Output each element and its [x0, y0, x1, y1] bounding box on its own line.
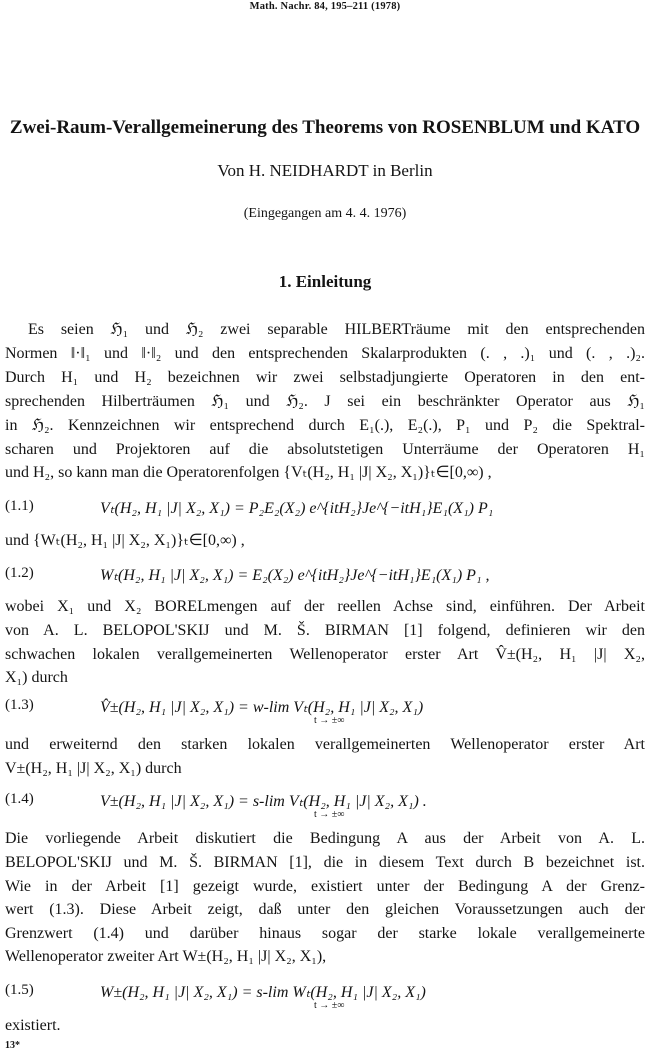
paragraph-line: und erweiternd den starken lokalen verallgemeinerten Wellenoperator erster Art	[5, 736, 645, 753]
received-date: (Eingegangen am 4. 4. 1976)	[243, 206, 407, 221]
paragraph-line: Wie in der Arbeit [1] gezeigt wurde, existiert unter der Bedingung A der Grenz-	[5, 878, 645, 895]
paragraph-line: Normen ‖·‖₁ und ‖·‖₂ und den entsprechenden Skalarprodukten (. , .)₁ und (. , .)₂.	[5, 345, 645, 362]
paragraph-line: BELOPOL'SKIJ und M. Š. BIRMAN [1], die in diesem Text durch B bezeichnet ist.	[5, 854, 645, 871]
equation-number: (1.3)	[5, 697, 34, 713]
paragraph-line: Es seien ℌ₁ und ℌ₂ zwei separable HILBERTräume mit den entsprechenden	[28, 321, 645, 338]
equation-body: Wₜ(H₂, H₁ |J| X₂, X₁) = E₂(X₂) e^{itH₂}Je^{−itH₁}E₁(X₁) P₁ ,	[100, 567, 490, 584]
equation-1-5	[5, 982, 645, 1016]
equation-body: Vₜ(H₂, H₁ |J| X₂, X₁) = P₂E₂(X₂) e^{itH₂}Je^{−itH₁}E₁(X₁) P₁	[100, 500, 494, 517]
paragraph-line: in ℌ₂. Kennzeichnen wir entsprechend durch E₁(.), E₂(.), P₁ und P₂ die Spektral-	[5, 417, 645, 434]
paragraph-line: V±(H₂, H₁ |J| X₂, X₁) durch	[5, 760, 182, 777]
equation-1-2	[5, 565, 645, 589]
equation-1-3	[5, 697, 645, 731]
paragraph-line: Grenzwert (1.4) und darüber hinaus sogar der starke lokale verallgemeinerte	[5, 925, 645, 942]
paper-title: Zwei-Raum-Verallgemeinerung des Theorems von ROSENBLUM und KATO	[9, 117, 641, 138]
paragraph-line: von A. L. BELOPOL'SKIJ und M. Š. BIRMAN [1] folgend, definieren wir den	[5, 622, 645, 639]
paragraph-line: wobei X₁ und X₂ BORELmengen auf der reellen Achse sind, einführen. Der Arbeit	[5, 598, 645, 615]
equation-body: V̂±(H₂, H₁ |J| X₂, X₁) = w-lim Vₜ(H₂, H₁ |J| X₂, X₁)	[100, 699, 424, 716]
equation-number: (1.2)	[5, 565, 34, 581]
paragraph-line: scharen und Projektoren auf die absolutstetigen Unterräume der Operatoren H₁	[5, 441, 645, 458]
paragraph-line: und H₂, so kann man die Operatorenfolgen {Vₜ(H₂, H₁ |J| X₂, X₁)}ₜ∈[0,∞) ,	[5, 464, 492, 481]
page-signature-mark: 13*	[5, 1040, 20, 1051]
paragraph-line: Die vorliegende Arbeit diskutiert die Bedingung A aus der Arbeit von A. L.	[5, 830, 645, 847]
equation-1-4	[5, 791, 645, 825]
equation-body: W±(H₂, H₁ |J| X₂, X₁) = s-lim Wₜ(H₂, H₁ |J| X₂, X₁)	[100, 984, 426, 1001]
equation-number: (1.5)	[5, 982, 34, 998]
equation-1-1	[5, 498, 645, 522]
limit-subscript: t → ±∞	[314, 809, 345, 820]
closing-line: existiert.	[5, 1017, 61, 1034]
equation-body: V±(H₂, H₁ |J| X₂, X₁) = s-lim Vₜ(H₂, H₁ |J| X₂, X₁) .	[100, 793, 427, 810]
paragraph-line: schwachen lokalen verallgemeinerten Wellenoperator erster Art V̂±(H₂, H₁ |J| X₂,	[5, 646, 645, 663]
paragraph-line: X₁) durch	[5, 669, 68, 686]
paragraph-line: wert (1.3). Diese Arbeit zeigt, daß unter den gleichen Voraussetzungen auch der	[5, 901, 645, 918]
paragraph-line: Wellenoperator zweiter Art W±(H₂, H₁ |J| X₂, X₁),	[5, 948, 327, 965]
paragraph-line: sprechenden Hilberträumen ℌ₁ und ℌ₂. J sei ein beschränkter Operator aus ℌ₁	[5, 393, 645, 410]
limit-subscript: t → ±∞	[314, 1000, 345, 1011]
section-heading: 1. Einleitung	[278, 272, 372, 291]
limit-subscript: t → ±∞	[314, 715, 345, 726]
journal-header: Math. Nachr. 84, 195–211 (1978)	[249, 1, 401, 12]
paragraph-line: Durch H₁ und H₂ bezeichnen wir zwei selbstadjungierte Operatoren in den ent-	[5, 369, 645, 386]
equation-number: (1.4)	[5, 791, 34, 807]
author-line: Von H. NEIDHARDT in Berlin	[217, 161, 433, 180]
und-line: und {Wₜ(H₂, H₁ |J| X₂, X₁)}ₜ∈[0,∞) ,	[5, 532, 245, 549]
equation-number: (1.1)	[5, 498, 34, 514]
